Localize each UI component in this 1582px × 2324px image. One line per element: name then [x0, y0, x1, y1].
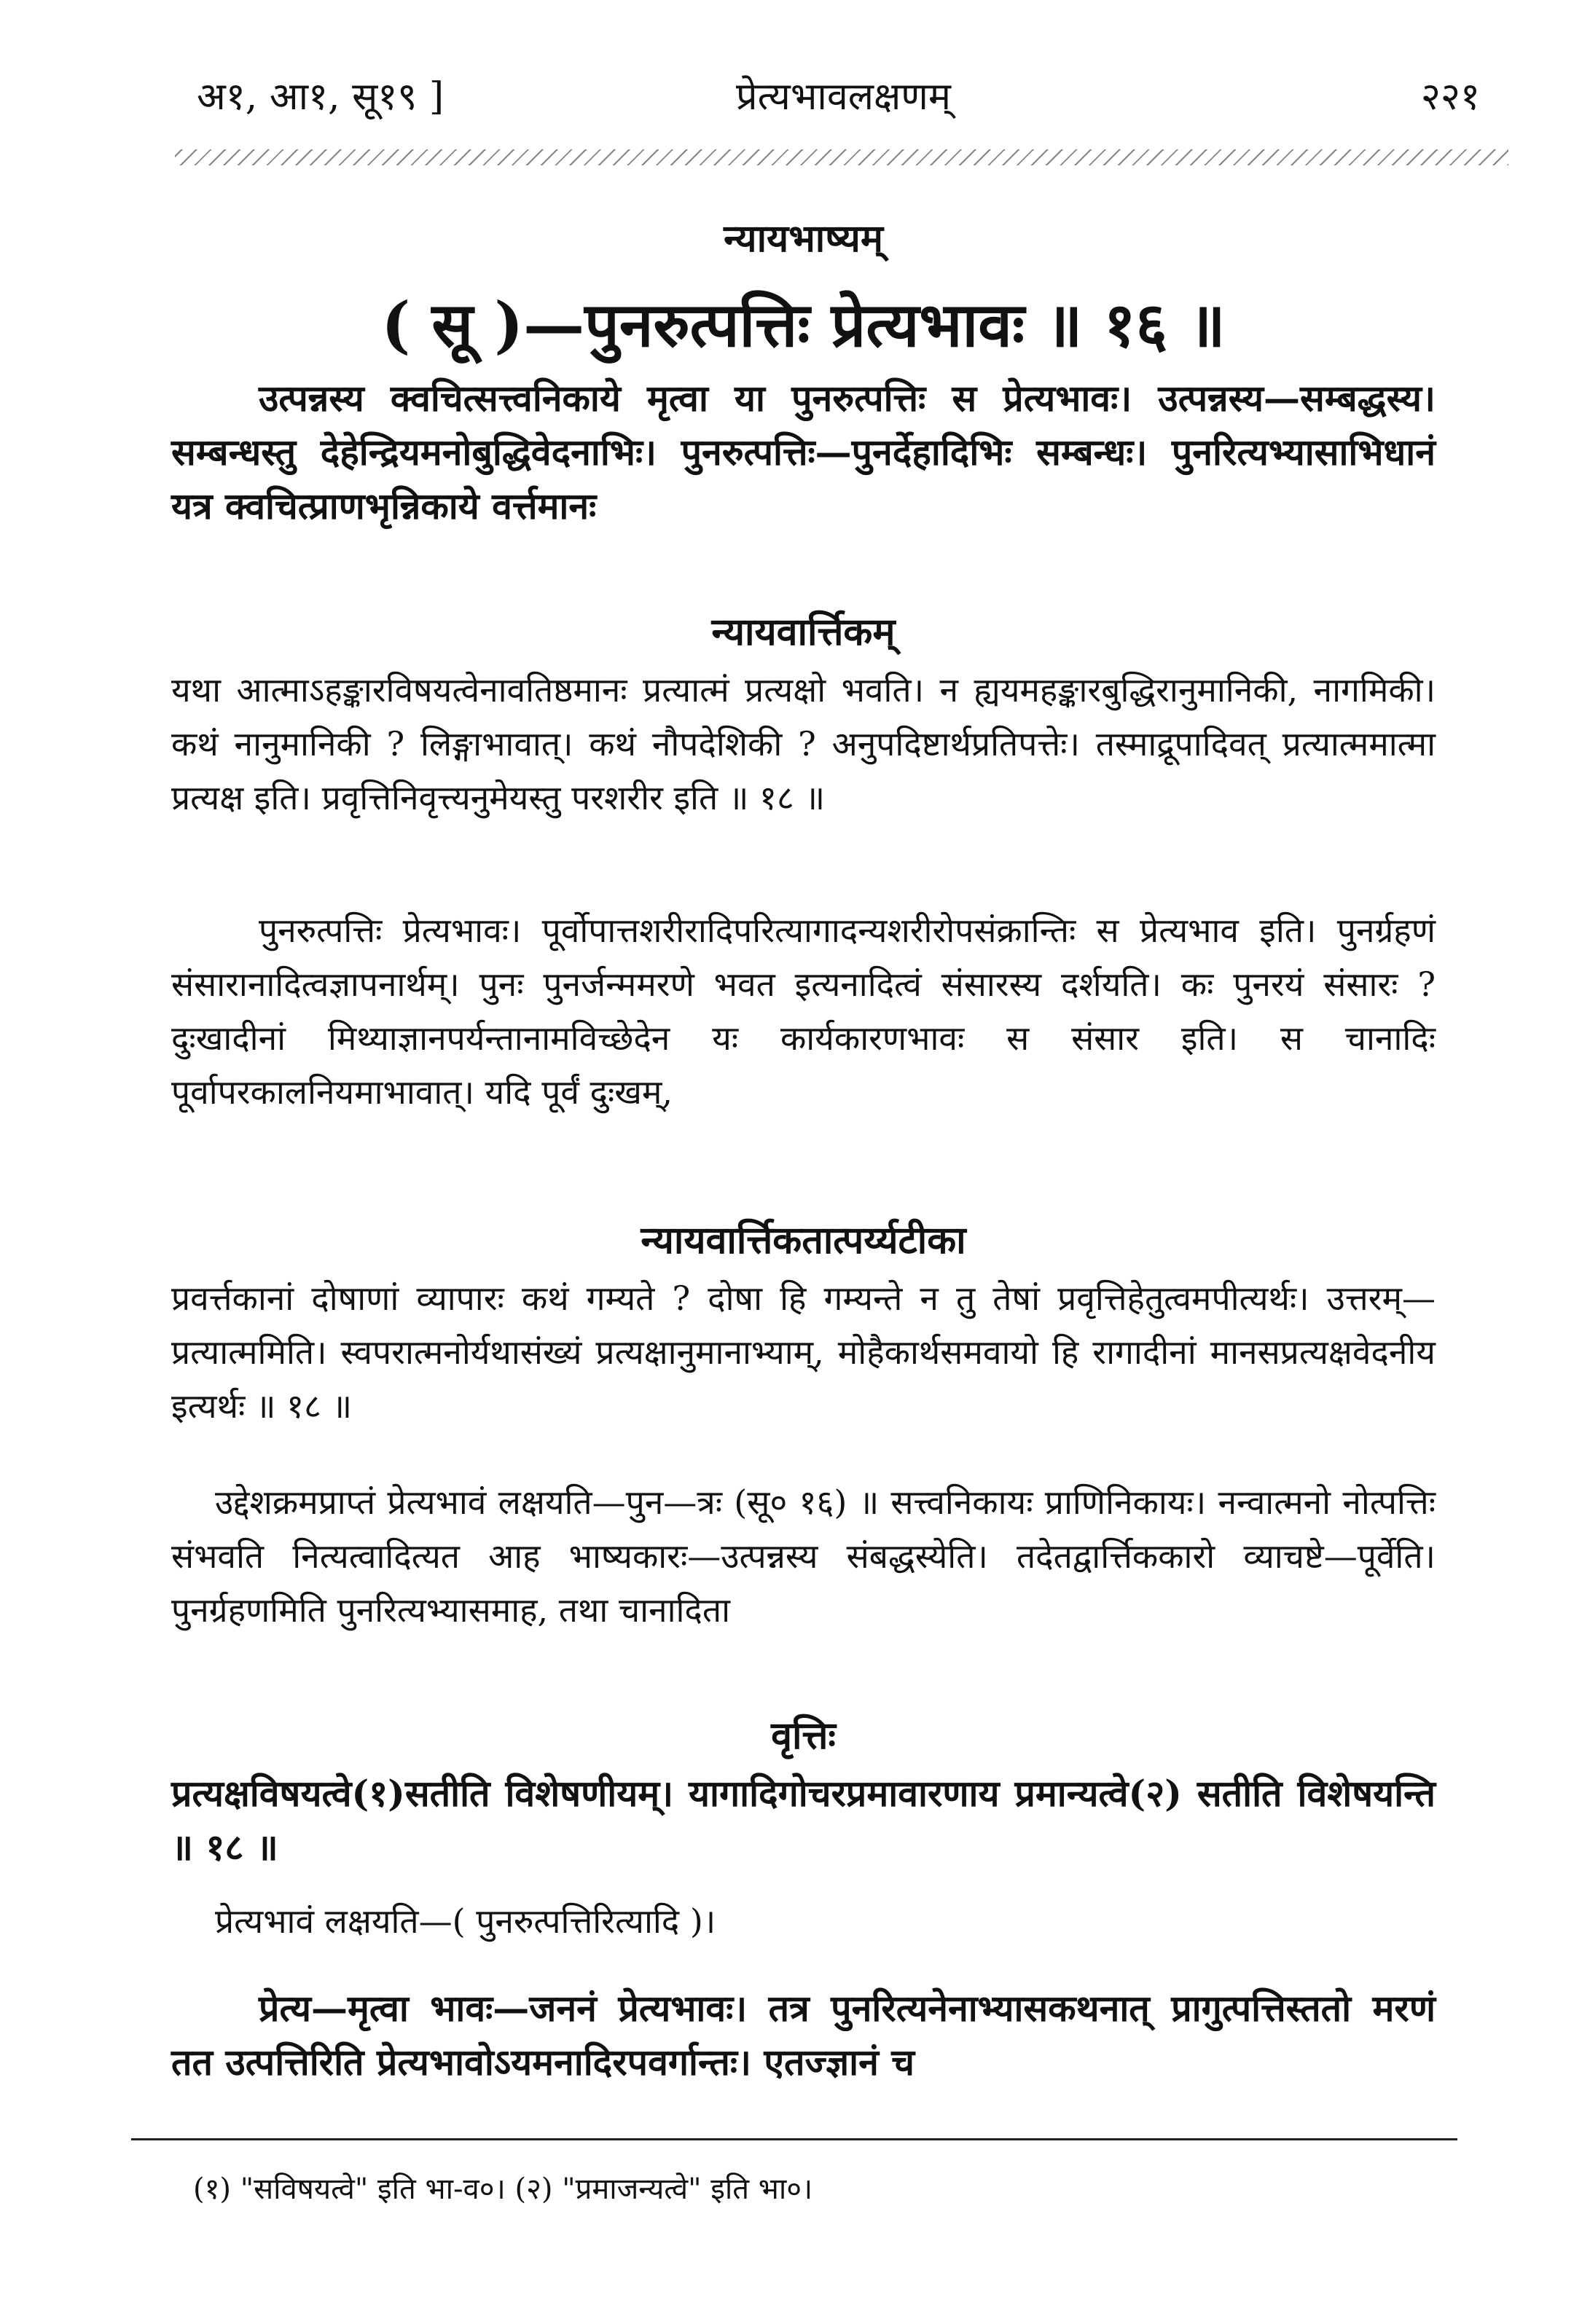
tika-para-2: उद्देशक्रमप्राप्तं प्रेत्यभावं लक्षयति—पुन—त्रः (सू० १६) ॥ सत्त्वनिकायः प्राणिनिकायः। नन्वात्मनो नोत्पत्तिः संभवति नित्यत्वादित्यत आह भाष्यकारः—उत्पन्नस्य संबद्धस्येति। तदेतद्वार्त्तिककारो व्याचष्टे—पूर्वेति। पुनर्ग्रहणमिति पुनरित्यभ्यासमाह, तथा चानादिता — [171, 1483, 1436, 1630]
tika-heading: न्यायवार्त्तिकतात्पर्य्यटीका — [641, 1218, 966, 1263]
nyayavartikam-para-1: यथा आत्माऽहङ्कारविषयत्वेनावतिष्ठमानः प्रत्यात्मं प्रत्यक्षो भवति। न ह्ययमहङ्कारबुद्धिरानुमानिकी, नागमिकी। कथं नानुमानिकी ? लिङ्गाभावात्। कथं नौपदेशिकी ? अनुपदिष्टार्थप्रतिपत्तेः। तस्माद्रूपादिवत् प्रत्यात्ममात्मा प्रत्यक्ष इति। प्रवृत्तिनिवृत्त्यनुमेयस्तु परशरीर इति ॥ १८ ॥ — [171, 670, 1436, 817]
vritti-heading: वृत्तिः — [771, 1713, 836, 1758]
nyayabhashya-text: उत्पन्नस्य क्वचित्सत्त्वनिकाये मृत्वा या पुनरुत्पत्तिः स प्रेत्यभावः। उत्पन्नस्य—सम्बद्धस्य। सम्बन्धस्तु देहेन्द्रियमनोबुद्धिवेदनाभिः। पुनरुत्पत्तिः—पुनर्देहादिभिः सम्बन्धः। पुनरित्यभ्यासाभिधानं यत्र क्वचित्प्राणभृन्निकाये वर्त्तमानः — [171, 377, 1436, 527]
running-header-section-ref: अ१, आ१, सू१९ ] — [197, 75, 445, 119]
header-wavy-rule — [175, 149, 1508, 165]
nyayabhashya-heading: न्यायभाष्यम् — [724, 216, 883, 261]
vritti-para-3: प्रेत्य—मृत्वा भावः—जननं प्रेत्यभावः। तत्र पुनरित्यनेनाभ्यासकथनात् प्रागुत्पत्तिस्ततो मरणं तत उत्पत्तिरिति प्रेत्यभावोऽयमनादिरपवर्गान्तः। एतज्ज्ञानं च — [171, 1987, 1436, 2084]
sutra-line: ( सू )—पुनरुत्पत्तिः प्रेत्यभावः ॥ १६ ॥ — [381, 288, 1226, 361]
nyayavartikam-heading: न्यायवार्त्तिकम् — [711, 610, 896, 654]
tika-para-1: प्रवर्त्तकानां दोषाणां व्यापारः कथं गम्यते ? दोषा हि गम्यन्ते न तु तेषां प्रवृत्तिहेतुत्वमपीत्यर्थः। उत्तरम्—प्रत्यात्ममिति। स्वपरात्मनोर्यथासंख्यं प्रत्यक्षानुमानाभ्याम्, मोहैकार्थसमवायो हि रागादीनां मानसप्रत्यक्षवेदनीय इत्यर्थः ॥ १८ ॥ — [171, 1279, 1436, 1426]
vritti-para-2: प्रेत्यभावं लक्षयति—( पुनरुत्पत्तिरित्यादि )। — [215, 1901, 716, 1941]
vritti-para-1: प्रत्यक्षविषयत्वे(१)सतीति विशेषणीयम्। यागादिगोचरप्रमावारणाय प्रमान्यत्वे(२) सतीति विशेषयन्ति ॥ १८ ॥ — [171, 1772, 1436, 1869]
running-header-title: प्रेत्यभावलक्षणम् — [736, 75, 951, 119]
footnotes: (१) "सविषयत्वे" इति भा-व०। (२) "प्रमाजन्यत्वे" इति भा०। — [193, 2172, 813, 2206]
page-number: २२१ — [1420, 75, 1480, 119]
nyayavartikam-para-2: पुनरुत्पत्तिः प्रेत्यभावः। पूर्वोपात्तशरीरादिपरित्यागादन्यशरीरोपसंक्रान्तिः स प्रेत्यभाव इति। पुनर्ग्रहणं संसारानादित्वज्ञापनार्थम्। पुनः पुनर्जन्ममरणे भवत इत्यनादित्वं संसारस्य दर्शयति। कः पुनरयं संसारः ? दुःखादीनां मिथ्याज्ञानपर्यन्तानामविच्छेदेन यः कार्यकारणभावः स संसार इति। स चानादिः पूर्वापरकालनियमाभावात्। यदि पूर्वं दुःखम्, — [171, 911, 1436, 1112]
footnote-rule — [131, 2138, 1457, 2140]
